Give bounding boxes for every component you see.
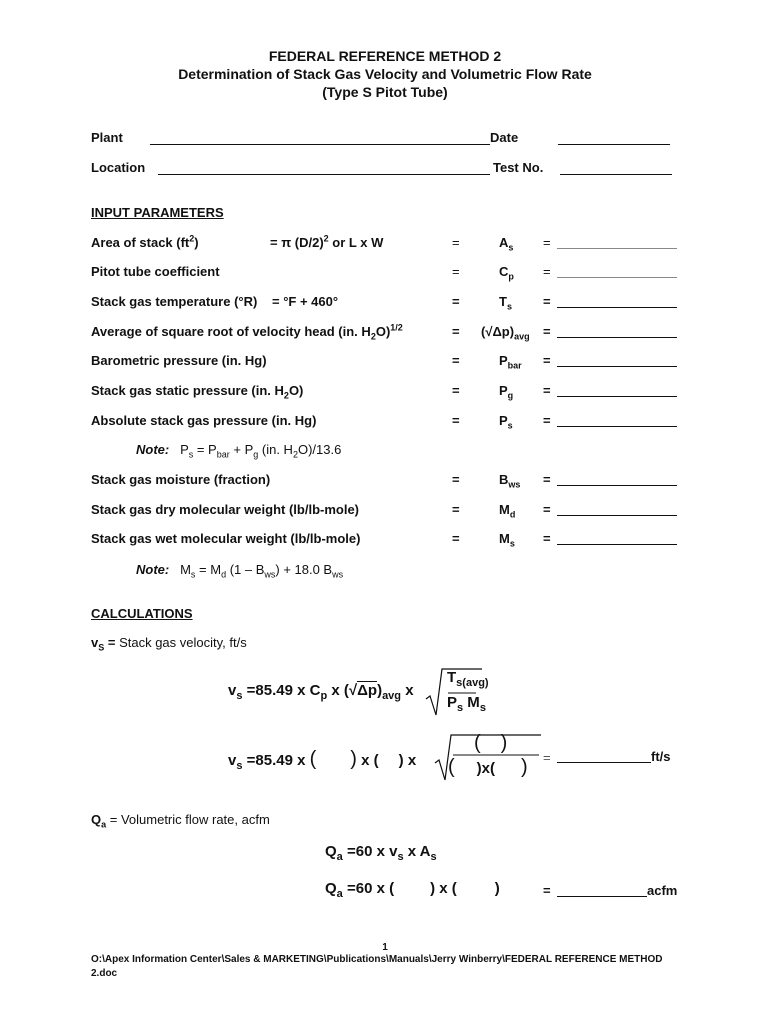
page-number: 1 xyxy=(382,942,388,953)
row-velhead-eq: = xyxy=(452,324,460,339)
calculations-heading: CALCULATIONS xyxy=(91,606,193,621)
velocity-fraction-denominator: $P_s$ $M_s$ xyxy=(447,694,486,714)
row-static-field[interactable] xyxy=(557,396,677,397)
row-baro-field[interactable] xyxy=(557,366,677,367)
note-wet-molecular-weight: Note: $M_s = M_d$ $(1 - B_{ws}) + 18.0$ $B_{ws}$ xyxy=(136,562,344,580)
location-label: Location xyxy=(91,160,146,175)
row-wetmw-eq2: = xyxy=(543,531,551,546)
row-area-symbol: $A_s$ xyxy=(499,235,514,253)
row-area-formula: = π $(D/2)^2$ or L x W xyxy=(270,233,384,250)
plant-field[interactable] xyxy=(150,144,490,145)
row-abspress-eq2: = xyxy=(543,413,551,428)
note-absolute-pressure: Note: $P_s = P_{bar} + P_g$ (in. $H_2O)/13.6$ xyxy=(136,442,342,460)
document-subtitle: Determination of Stack Gas Velocity and Volumetric Flow Rate xyxy=(178,66,592,82)
row-velhead-symbol: $(√\Delta p)_{avg}$ xyxy=(481,324,530,342)
row-temp-formula: = °F + 460° xyxy=(272,294,339,309)
row-baro-label: Barometric pressure (in. Hg) xyxy=(91,353,267,368)
row-drymw-eq2: = xyxy=(543,502,551,517)
velocity-result-equals: = xyxy=(543,750,551,765)
row-static-symbol: $P_g$ xyxy=(499,383,514,401)
row-static-eq: = xyxy=(452,383,460,398)
row-velhead-label: Average of square root of velocity head (in. $H_2O)^{1/2}$ xyxy=(91,322,403,342)
flowrate-result-equals: = xyxy=(543,883,551,898)
row-wetmw-label: Stack gas wet molecular weight (lb/lb-mole) xyxy=(91,531,361,546)
row-baro-symbol: $P_{bar}$ xyxy=(499,353,522,371)
velocity-definition: $v_S$ = Stack gas velocity, ft/s xyxy=(91,635,247,653)
flowrate-worksheet-equation: $Q_a =60$ x ( ) x ( ) xyxy=(325,880,500,900)
velocity-worksheet-denominator: ( )x( ) xyxy=(448,756,528,778)
row-abspress-symbol: $P_s$ xyxy=(499,413,513,431)
velocity-worksheet-equation: $v_s =85.49$ x ( ) x ( ) x xyxy=(228,748,417,772)
row-drymw-symbol: $M_d$ xyxy=(499,502,516,520)
velocity-fraction-numerator: $T_{s(avg)}$ xyxy=(447,669,489,689)
flowrate-definition: $Q_a$ = Volumetric flow rate, acfm xyxy=(91,812,270,830)
row-area-eq2: = xyxy=(543,235,551,250)
plant-label: Plant xyxy=(91,130,123,145)
velocity-result-field[interactable] xyxy=(557,762,651,763)
row-moisture-symbol: $B_{ws}$ xyxy=(499,472,521,490)
file-path-line1: O:\Apex Information Center\Sales & MARKETING\Publications\Manuals\Jerry Winberry\FEDERAL REFERENCE METHOD xyxy=(91,954,663,965)
row-pitot-eq2: = xyxy=(543,264,551,279)
velocity-worksheet-numerator: ( ) xyxy=(474,732,508,754)
testno-field[interactable] xyxy=(560,174,672,175)
file-path-line2: 2.doc xyxy=(91,968,118,979)
row-temp-eq2: = xyxy=(543,294,551,309)
row-static-eq2: = xyxy=(543,383,551,398)
row-static-label: Stack gas static pressure (in. $H_2O$) xyxy=(91,383,304,401)
document-subtitle-type: (Type S Pitot Tube) xyxy=(322,84,448,100)
row-abspress-field[interactable] xyxy=(557,426,677,427)
row-wetmw-symbol: $M_s$ xyxy=(499,531,515,549)
velocity-equation: $v_s =85.49$ x $C_p$ x $(√\Delta p)_{avg}$ x xyxy=(228,682,414,702)
row-moisture-field[interactable] xyxy=(557,485,677,486)
row-drymw-field[interactable] xyxy=(557,515,677,516)
row-area-eq: = xyxy=(452,235,460,250)
row-velhead-field[interactable] xyxy=(557,337,677,338)
velocity-result-unit: ft/s xyxy=(651,749,671,764)
row-moisture-label: Stack gas moisture (fraction) xyxy=(91,472,271,487)
row-baro-eq: = xyxy=(452,353,460,368)
row-abspress-eq: = xyxy=(452,413,460,428)
row-temp-label: Stack gas temperature (°R) xyxy=(91,294,258,309)
testno-label: Test No. xyxy=(493,160,544,175)
row-abspress-label: Absolute stack gas pressure (in. Hg) xyxy=(91,413,317,428)
flowrate-equation: $Q_a =60$ x $v_s$ x $A_s$ xyxy=(325,843,437,863)
row-moisture-eq2: = xyxy=(543,472,551,487)
row-wetmw-field[interactable] xyxy=(557,544,677,545)
row-drymw-eq: = xyxy=(452,502,460,517)
flowrate-result-field[interactable] xyxy=(557,896,647,897)
row-temp-eq: = xyxy=(452,294,460,309)
date-field[interactable] xyxy=(558,144,670,145)
row-temp-field[interactable] xyxy=(557,307,677,308)
row-moisture-eq: = xyxy=(452,472,460,487)
row-temp-symbol: $T_s$ xyxy=(499,294,512,312)
row-area-label: Area of stack $(ft^2)$ xyxy=(91,233,199,250)
row-drymw-label: Stack gas dry molecular weight (lb/lb-mole) xyxy=(91,502,360,517)
row-pitot-field[interactable] xyxy=(557,277,677,278)
row-pitot-symbol: $C_p$ xyxy=(499,264,514,282)
row-pitot-eq: = xyxy=(452,264,460,279)
row-velhead-eq2: = xyxy=(543,324,551,339)
location-field[interactable] xyxy=(158,174,490,175)
row-pitot-label: Pitot tube coefficient xyxy=(91,264,220,279)
row-baro-eq2: = xyxy=(543,353,551,368)
row-wetmw-eq: = xyxy=(452,531,460,546)
input-parameters-heading: INPUT PARAMETERS xyxy=(91,205,224,220)
document-title: FEDERAL REFERENCE METHOD 2 xyxy=(268,48,502,64)
flowrate-result-unit: acfm xyxy=(647,883,678,898)
date-label: Date xyxy=(490,130,519,145)
row-area-field[interactable] xyxy=(557,248,677,249)
